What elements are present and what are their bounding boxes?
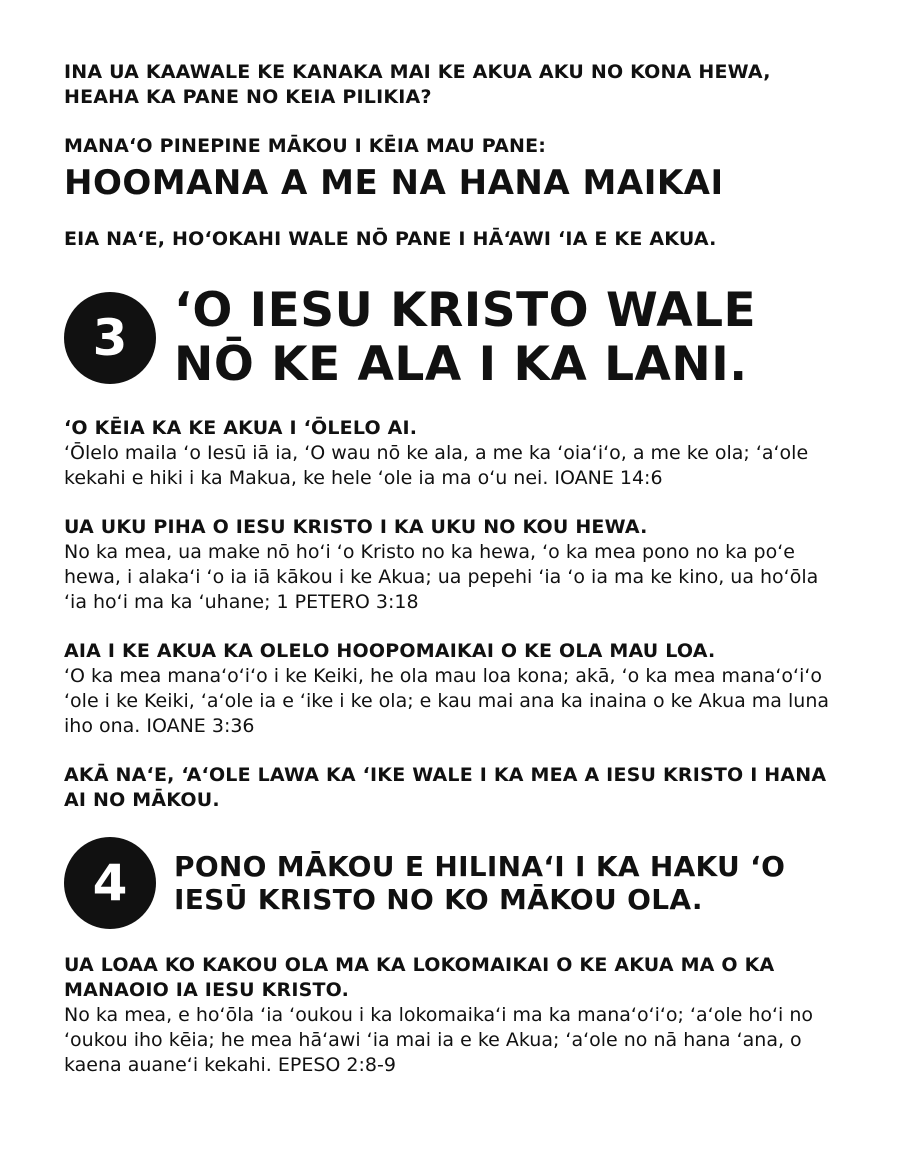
section-heading: AKĀ NAʻE, ʻAʻOLE LAWA KA ʻIKE WALE I KA MEA A IESU KRISTO I HANA AI NO MĀKOU. — [64, 764, 827, 811]
section-heading: ʻO KĒIA KA KE AKUA I ʻŌLELO AI. — [64, 417, 418, 439]
intro-title: HOOMANA A ME NA HANA MAIKAI — [64, 163, 724, 203]
point-4-title-line1: PONO MĀKOU E HILINAʻI I KA HAKU ʻO — [174, 850, 786, 883]
point-3-section-2 — [64, 515, 844, 615]
section-heading: UA LOAA KO KAKOU OLA MA KA LOKOMAIKAI O KE AKUA MA O KA MANAOIO IA IESU KRISTO. — [64, 954, 775, 1001]
point-3-header — [64, 284, 844, 392]
intro-question — [64, 60, 844, 110]
intro-note: EIA NAʻE, HOʻOKAHI WALE NŌ PANE I HĀʻAWI ʻIA E KE AKUA. — [64, 228, 717, 250]
point-3-title — [174, 284, 756, 392]
section-body: ʻO ka mea manaʻoʻiʻo i ke Keiki, he ola mau loa kona; akā, ʻo ka mea manaʻoʻiʻo ʻole i ke Keiki, ʻaʻole ia e ʻike i ke ola; e kau mai ana ka inaina o ke Akua ma luna iho ona. IOANE 3:36 — [64, 665, 830, 737]
point-3-section-3 — [64, 639, 844, 739]
point-3-title-line1: ʻO IESU KRISTO WALE — [174, 283, 757, 338]
point-3-number: 3 — [92, 309, 128, 367]
point-4-title — [174, 850, 785, 916]
section-heading: AIA I KE AKUA KA OLELO HOOPOMAIKAI O KE OLA MAU LOA. — [64, 640, 716, 662]
intro-question-line2: HEAHA KA PANE NO KEIA PILIKIA? — [64, 86, 432, 108]
point-3-section-1 — [64, 416, 844, 491]
point-3-section-4 — [64, 763, 844, 813]
point-3-number-badge — [64, 292, 156, 384]
section-body: No ka mea, ua make nō hoʻi ʻo Kristo no ka hewa, ʻo ka mea pono no ka poʻe hewa, i alakaʻi ʻo ia iā kākou i ke Akua; ua pepehi ʻia ʻo ia ma ke kino, ua hoʻōla ʻia hoʻi ma ka ʻuhane; 1 PETERO 3:18 — [64, 541, 819, 613]
section-body: ʻŌlelo maila ʻo Iesū iā ia, ʻO wau nō ke ala, a me ka ʻoiaʻiʻo, a me ke ola; ʻaʻole kekahi e hiki i ka Makua, ke hele ʻole ia ma oʻu nei. IOANE 14:6 — [64, 442, 809, 489]
point-4-section-1 — [64, 953, 844, 1078]
gospel-tract-page — [64, 60, 844, 1078]
point-4-number-badge — [64, 837, 156, 929]
section-heading: UA UKU PIHA O IESU KRISTO I KA UKU NO KOU HEWA. — [64, 516, 648, 538]
point-3-title-line2: NŌ KE ALA I KA LANI. — [174, 337, 748, 392]
point-4-title-line2: IESŪ KRISTO NO KO MĀKOU OLA. — [174, 883, 703, 916]
point-4-number: 4 — [92, 854, 128, 912]
intro-question-line1: INA UA KAAWALE KE KANAKA MAI KE AKUA AKU NO KONA HEWA, — [64, 61, 771, 83]
intro-lead: MANAʻO PINEPINE MĀKOU I KĒIA MAU PANE: — [64, 135, 547, 157]
section-body: No ka mea, e hoʻōla ʻia ʻoukou i ka lokomaikaʻi ma ka manaʻoʻiʻo; ʻaʻole hoʻi no ʻoukou iho kēia; he mea hāʻawi ʻia mai ia e ke Akua; ʻaʻole no nā hana ʻana, o kaena auaneʻi kekahi. EPESO 2:8-9 — [64, 1004, 814, 1076]
point-4-header — [64, 837, 844, 929]
